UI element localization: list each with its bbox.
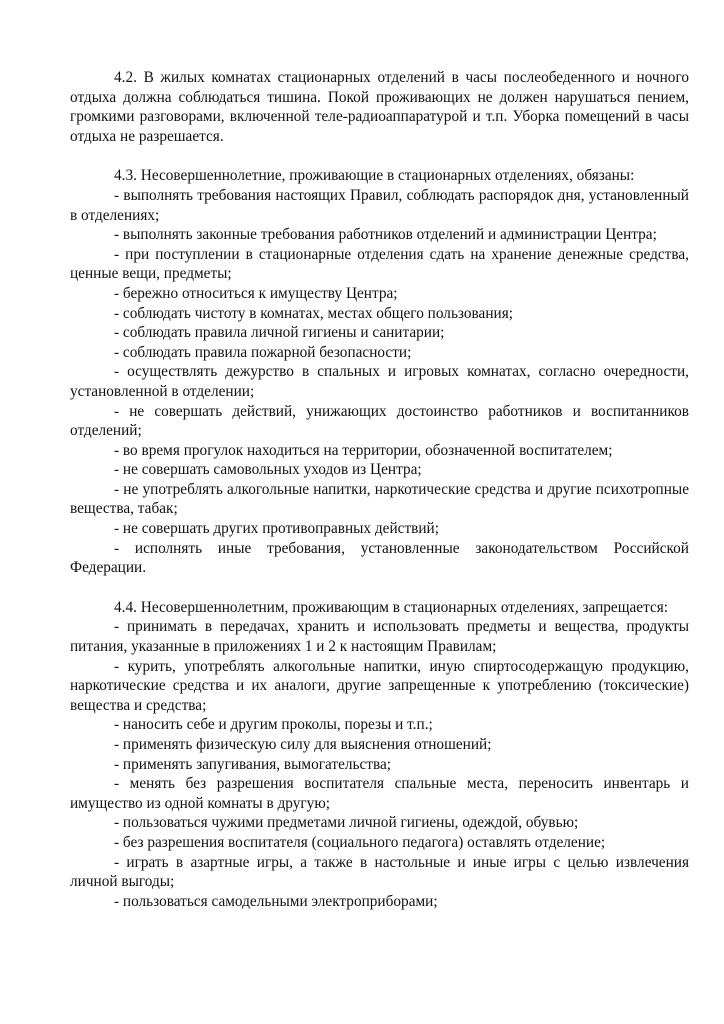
list-item: - наносить себе и другим проколы, порезы и т.п.; [114, 716, 433, 734]
section-heading: 4.3. Несовершеннолетние, проживающие в стационарных отделениях, обязаны: [114, 167, 635, 185]
list-item: - бережно относиться к имуществу Центра; [114, 284, 398, 302]
list-item: - курить, употреблять алкогольные напитки, иную спиртосодержащую продукцию, наркотические средства и их аналоги, другие запрещенные к употреблению (токсические) вещества и средства; [70, 657, 689, 714]
list-item: - не совершать других противоправных действий; [114, 520, 439, 538]
paragraph: 4.2. В жилых комнатах стационарных отделений в часы послеобеденного и ночного отдыха должна соблюдаться тишина. Покой проживающих не должен нарушаться пением, громкими разговорами, включенной теле-радиоаппаратурой и т.п. Уборка помещений в часы отдыха не разрешается. [70, 69, 689, 145]
document-page [70, 0, 689, 911]
list-item: - применять физическую силу для выяснения отношений; [114, 736, 492, 753]
list-item: - исполнять иные требования, установленные законодательством Российской Федерации. [70, 539, 689, 577]
list-item: - не совершать действий, унижающих достоинство работников и воспитанников отделений; [70, 402, 689, 440]
list-item: - пользоваться самодельными электроприборами; [114, 892, 438, 910]
list-item: - принимать в передачах, хранить и использовать предметы и вещества, продукты питания, указанные в приложениях 1 и 2 к настоящим Правилам; [70, 618, 689, 656]
list-item: - без разрешения воспитателя (социального педагога) оставлять отделение; [114, 833, 606, 851]
list-item: - при поступлении в стационарные отделения сдать на хранение денежные средства, ценные вещи, предметы; [70, 245, 689, 283]
list-item: - соблюдать правила личной гигиены и санитарии; [114, 324, 445, 342]
list-item: - выполнять требования настоящих Правил, соблюдать распорядок дня, установленный в отделениях; [70, 186, 689, 224]
list-item: - пользоваться чужими предметами личной гигиены, одеждой, обувью; [114, 814, 579, 832]
section-4-2 [70, 0, 689, 146]
section-4-4 [70, 578, 689, 912]
list-item: - не употреблять алкогольные напитки, наркотические средства и другие психотропные вещества, табак; [70, 480, 689, 518]
list-item: - осуществлять дежурство в спальных и игровых комнатах, согласно очередности, установленной в отделении; [70, 363, 689, 400]
list-item: - во время прогулок находиться на территории, обозначенной воспитателем; [114, 441, 613, 459]
section-4-3 [70, 146, 689, 577]
list-item: - не совершать самовольных уходов из Центра; [114, 461, 422, 479]
list-item: - менять без разрешения воспитателя спальные места, переносить инвентарь и имущество из одной комнаты в другую; [70, 775, 689, 812]
list-item: - применять запугивания, вымогательства; [114, 755, 392, 773]
list-item: - выполнять законные требования работников отделений и администрации Центра; [114, 226, 657, 244]
list-item: - соблюдать чистоту в комнатах, местах общего пользования; [114, 304, 513, 322]
list-item: - играть в азартные игры, а также в настольные и иные игры с целью извлечения личной выгоды; [70, 853, 689, 891]
section-heading: 4.4. Несовершеннолетним, проживающим в стационарных отделениях, запрещается: [114, 598, 669, 616]
list-item: - соблюдать правила пожарной безопасности; [114, 343, 412, 361]
